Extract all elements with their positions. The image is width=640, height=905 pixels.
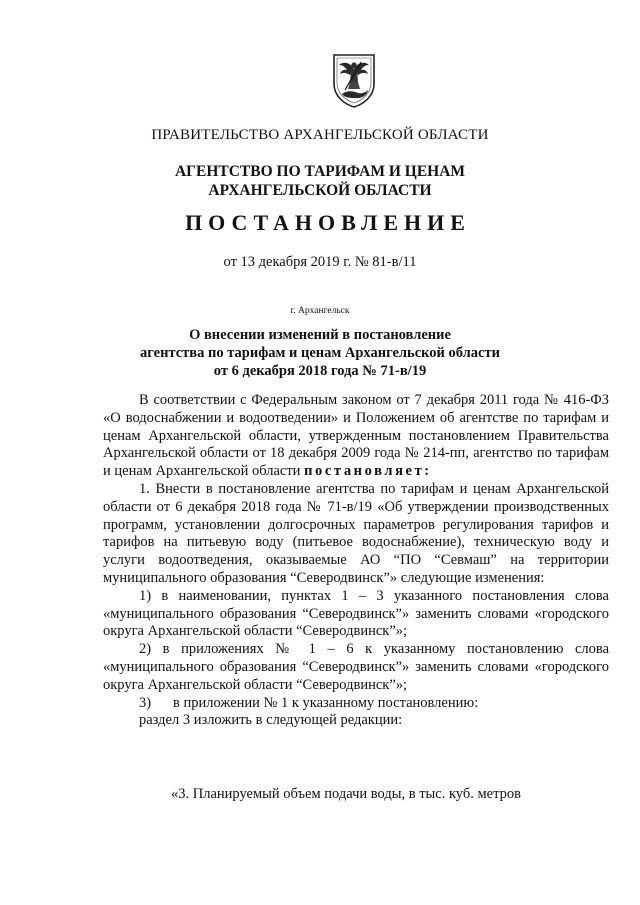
document-body — [103, 392, 609, 730]
document-subject — [0, 326, 640, 380]
preamble-paragraph — [103, 392, 609, 481]
item-1-1-paragraph: 1) в наименовании, пунктах 1 – 3 указанного постановления слова «муниципального образования “Северодвинск”» заменить словами «городского округа Архангельской области “Северодвинск”»; — [103, 587, 609, 640]
quoted-section-heading: «3. Планируемый объем подачи воды, в тыс. куб. метров — [171, 786, 521, 802]
decree-word: постановляет: — [304, 463, 432, 480]
document-city: г. Архангельск — [290, 306, 350, 316]
coat-of-arms-icon — [331, 52, 377, 108]
document-type: ПОСТАНОВЛЕНИЕ — [185, 210, 471, 235]
subject-line3: от 6 декабря 2018 года № 71-в/19 — [213, 363, 427, 379]
item-1-3-text: в приложении № 1 к указанному постановлению: — [173, 694, 479, 711]
item-1-3-number: 3) — [139, 694, 152, 711]
agency-name-line2: АРХАНГЕЛЬСКОЙ ОБЛАСТИ — [208, 182, 432, 199]
subject-line1: О внесении изменений в постановление — [189, 327, 451, 343]
subject-line2: агентства по тарифам и ценам Архангельской области — [140, 345, 500, 361]
section-3-line: раздел 3 изложить в следующей редакции: — [139, 712, 403, 729]
document-date-number: от 13 декабря 2019 г. № 81-в/11 — [223, 254, 417, 270]
item-1-2-paragraph: 2) в приложениях № 1 – 6 к указанному постановлению слова «муниципального образования “Северодвинск”» заменить словами «городского округа Архангельской области “Северодвинск”»; — [103, 641, 609, 693]
item-1-3-paragraph — [103, 695, 609, 713]
government-name: ПРАВИТЕЛЬСТВО АРХАНГЕЛЬСКОЙ ОБЛАСТИ — [151, 127, 489, 143]
item-1-paragraph: 1. Внести в постановление агентства по тарифам и ценам Архангельской области от 6 декабря 2018 года № 71-в/19 «Об утверждении производственных программ, установлении долгосрочных параметров регулирования тарифов и тарифов на питьевую воду (питьевое водоснабжение), техническую воду и услуги водоотведения, оказываемые АО “ПО “Севмаш” на территории муниципального образования “Северодвинск”» следующие изменения: — [103, 480, 609, 586]
preamble-text: В соответствии с Федеральным законом от 7 декабря 2011 года № 416-ФЗ «О водоснабжении и водоотведении» и Положением об агентстве по тарифам и ценам Архангельской области, утвержденным постановлением Правительства Архангельской области от 18 декабря 2009 года № 214-пп, агентство по тарифам и ценам Архангельской области — [103, 392, 609, 480]
agency-name — [0, 162, 640, 200]
agency-name-line1: АГЕНТСТВО ПО ТАРИФАМ И ЦЕНАМ — [174, 163, 466, 180]
